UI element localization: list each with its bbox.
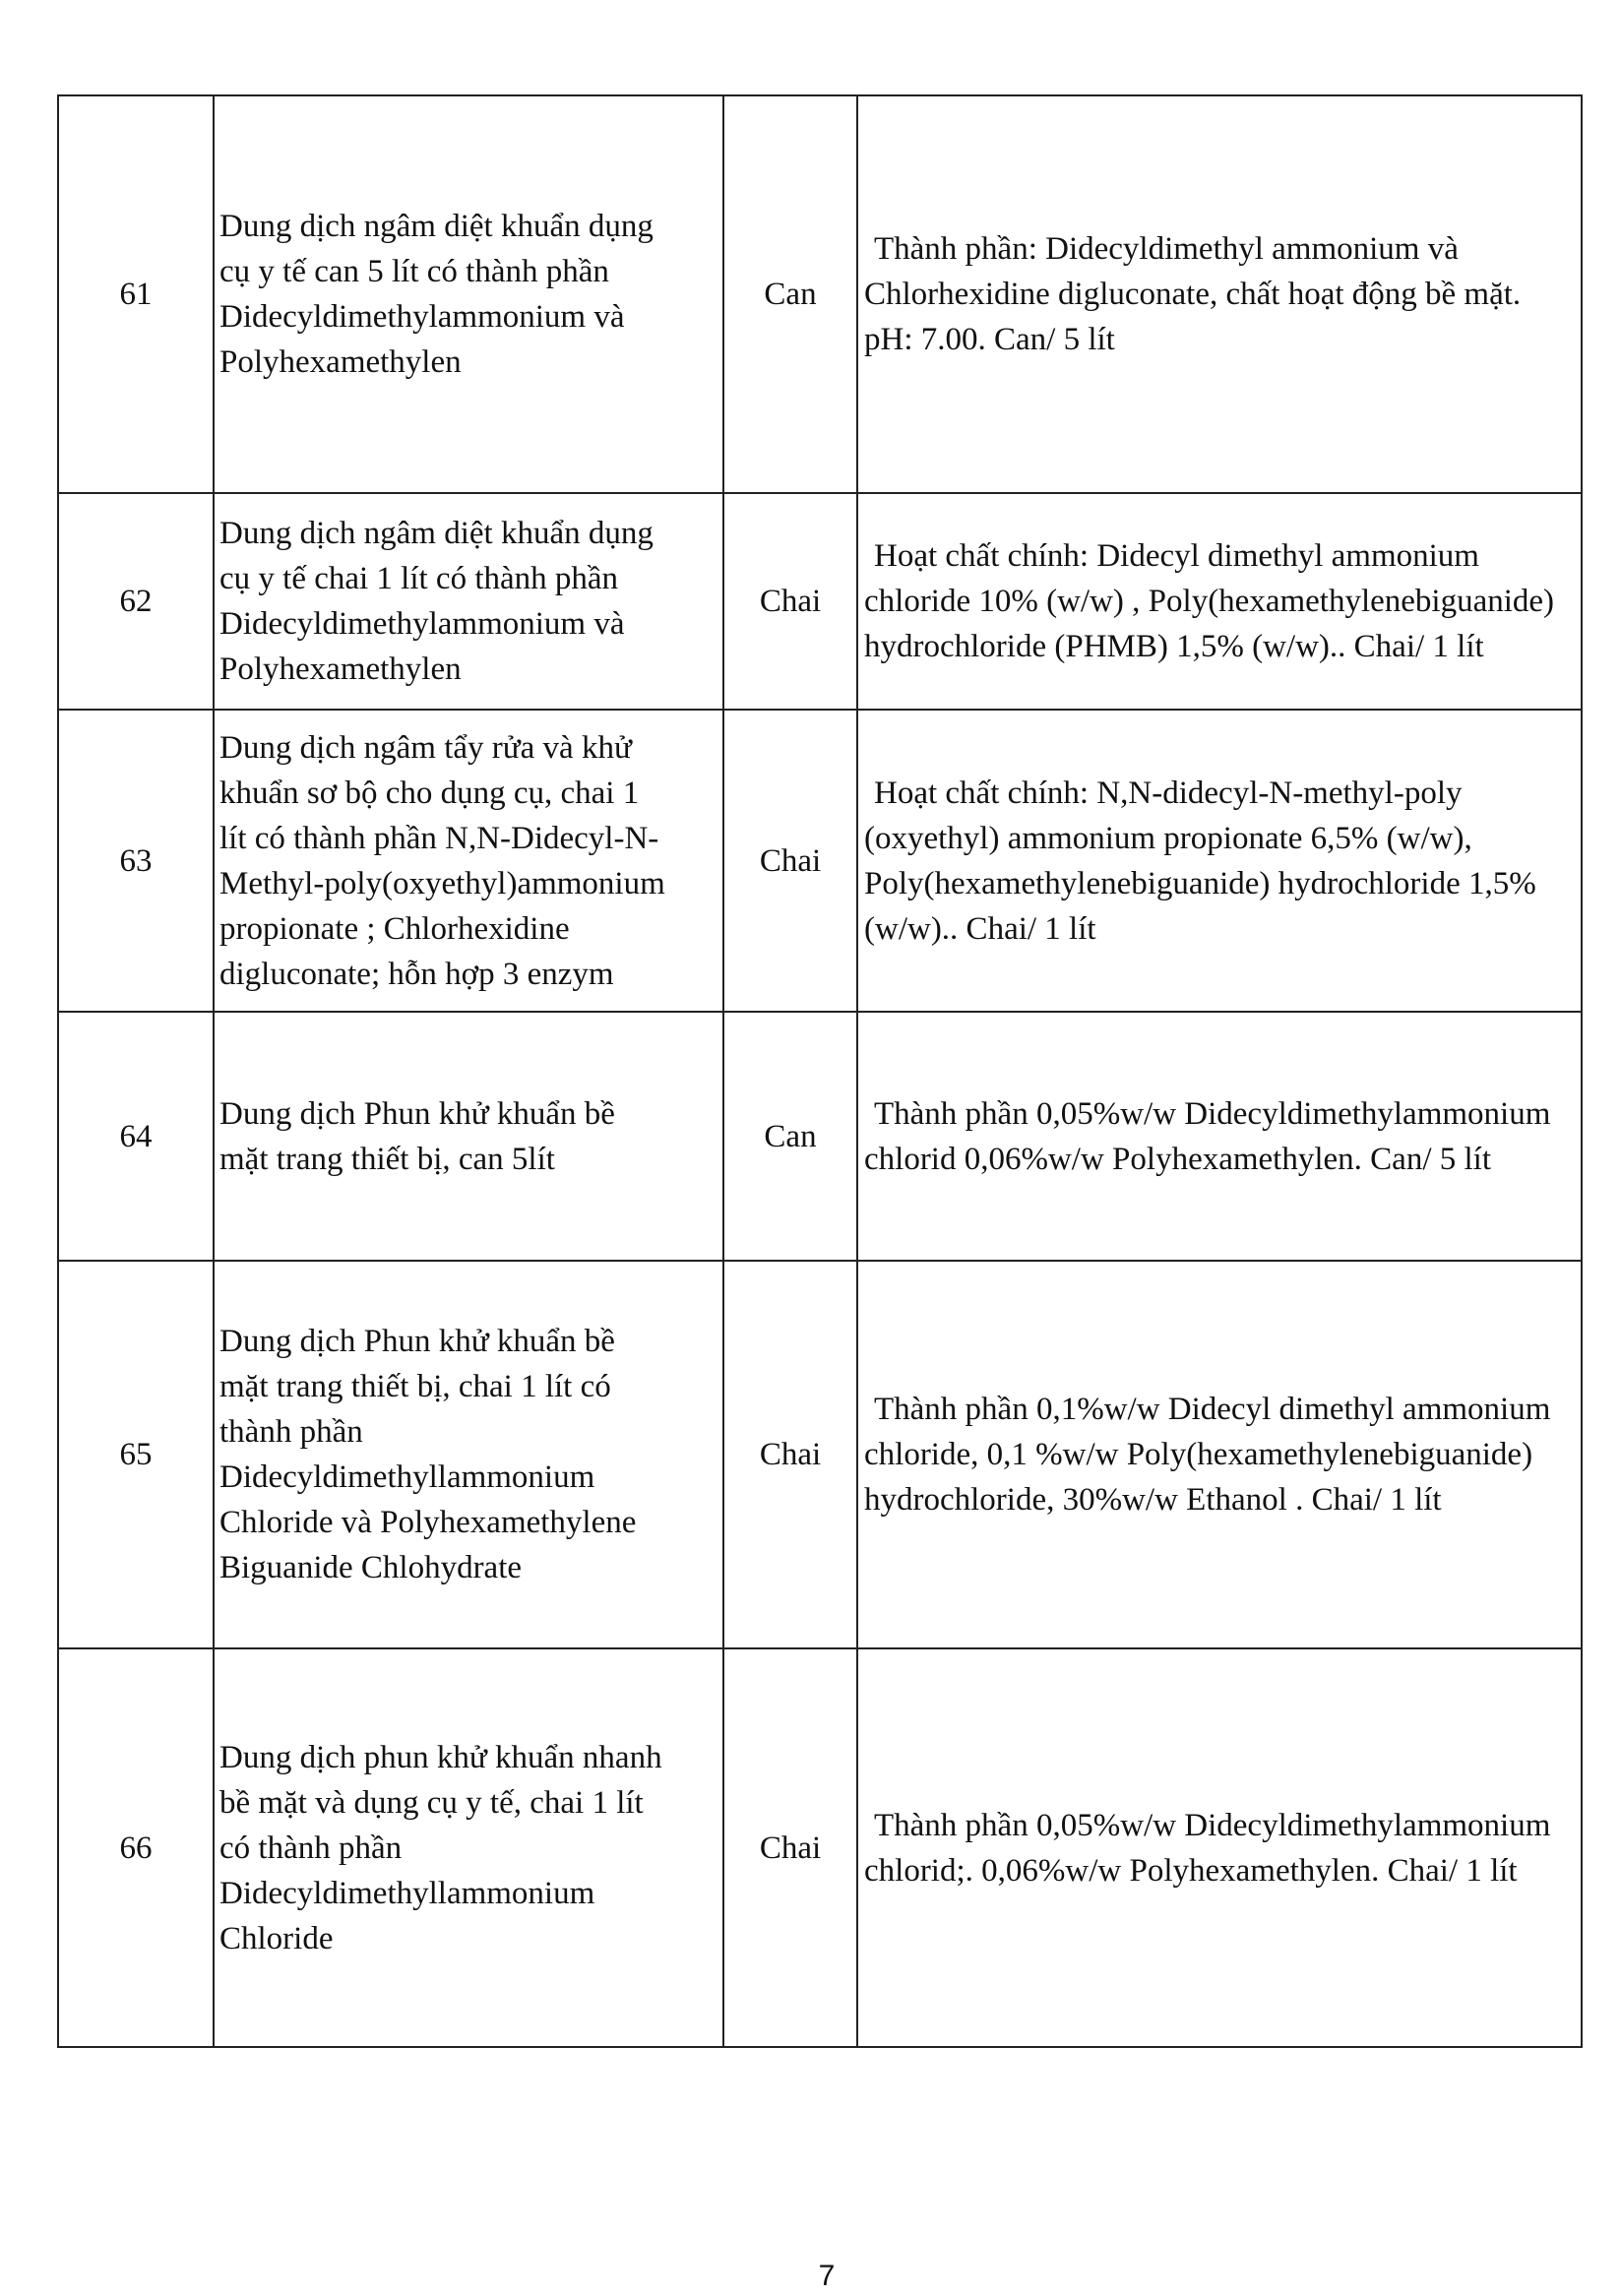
- table-row: [58, 1012, 1582, 1261]
- specification-line: Chlorhexidine digluconate, chất hoạt động bề mặt.: [864, 277, 1522, 312]
- product-name-line: thành phần: [219, 1414, 363, 1450]
- product-name-line: lít có thành phần N,N-Didecyl-N-: [219, 820, 659, 856]
- specification-line: Thành phần 0,1%w/w Didecyl dimethyl ammonium: [874, 1392, 1551, 1427]
- product-name-cell: [214, 710, 723, 1012]
- product-name-cell: [214, 493, 723, 710]
- specification-line: chlorid 0,06%w/w Polyhexamethylen. Can/ 5 lít: [864, 1141, 1491, 1177]
- product-name-line: Dung dịch Phun khử khuẩn bề: [219, 1095, 615, 1132]
- specification-line: Hoạt chất chính: Didecyl dimethyl ammonium: [874, 538, 1479, 574]
- product-name-line: bề mặt và dụng cụ y tế, chai 1 lít: [219, 1784, 644, 1821]
- specification-line: Thành phần 0,05%w/w Didecyldimethylammonium: [874, 1807, 1551, 1843]
- product-name-line: có thành phần: [219, 1830, 403, 1866]
- row-number: 63: [58, 710, 214, 1012]
- specification-line: (oxyethyl) ammonium propionate 6,5% (w/w),: [864, 820, 1472, 856]
- specification-line: Thành phần: Didecyldimethyl ammonium và: [874, 231, 1459, 267]
- product-table-body: [58, 95, 1582, 2047]
- unit-cell: Chai: [723, 710, 857, 1012]
- row-number: 62: [58, 493, 214, 710]
- product-name-line: Didecyldimethyllammonium: [219, 1459, 595, 1495]
- product-name-line: cụ y tế chai 1 lít có thành phần: [219, 561, 619, 596]
- specification-line: hydrochloride, 30%w/w Ethanol . Chai/ 1 lít: [864, 1482, 1442, 1518]
- product-name-line: Dung dịch Phun khử khuẩn bề: [219, 1324, 615, 1359]
- specification-cell: [857, 95, 1582, 493]
- table-row: [58, 1648, 1582, 2047]
- product-name-line: Chloride: [219, 1920, 334, 1956]
- specification-line: Thành phần 0,05%w/w Didecyldimethylammonium: [874, 1095, 1551, 1132]
- row-number: 61: [58, 95, 214, 493]
- unit-cell: Can: [723, 1012, 857, 1261]
- specification-cell: [857, 710, 1582, 1012]
- specification-line: pH: 7.00. Can/ 5 lít: [864, 322, 1115, 357]
- unit-cell: Chai: [723, 1261, 857, 1648]
- unit-cell: Chai: [723, 493, 857, 710]
- row-number: 64: [58, 1012, 214, 1261]
- table-row: [58, 493, 1582, 710]
- product-name-line: Polyhexamethylen: [219, 652, 462, 687]
- specification-cell: [857, 1012, 1582, 1261]
- product-name-line: mặt trang thiết bị, can 5lít: [219, 1141, 555, 1177]
- specification-line: chloride, 0,1 %w/w Poly(hexamethylenebiguanide): [864, 1437, 1533, 1472]
- product-name-cell: [214, 1648, 723, 2047]
- specification-line: hydrochloride (PHMB) 1,5% (w/w).. Chai/ 1 lít: [864, 629, 1484, 664]
- table-row: [58, 1261, 1582, 1648]
- row-number: 65: [58, 1261, 214, 1648]
- product-name-line: Polyhexamethylen: [219, 344, 462, 380]
- row-number: 66: [58, 1648, 214, 2047]
- specification-line: Poly(hexamethylenebiguanide) hydrochloride 1,5%: [864, 865, 1536, 901]
- product-name-cell: [214, 95, 723, 493]
- product-name-line: Methyl-poly(oxyethyl)ammonium: [219, 865, 665, 901]
- product-name-line: Didecyldimethyllammonium: [219, 1875, 595, 1911]
- product-name-line: mặt trang thiết bị, chai 1 lít có: [219, 1369, 611, 1404]
- specification-line: chlorid;. 0,06%w/w Polyhexamethylen. Chai/ 1 lít: [864, 1852, 1518, 1889]
- product-name-line: cụ y tế can 5 lít có thành phần: [219, 254, 609, 289]
- product-name-line: digluconate; hỗn hợp 3 enzym: [219, 956, 614, 992]
- table-row: [58, 95, 1582, 493]
- unit-cell: Can: [723, 95, 857, 493]
- product-name-line: Dung dịch phun khử khuẩn nhanh: [219, 1739, 662, 1775]
- specification-cell: [857, 1261, 1582, 1648]
- page-number: 7: [818, 2260, 836, 2292]
- product-name-cell: [214, 1261, 723, 1648]
- specification-line: chloride 10% (w/w) , Poly(hexamethylenebiguanide): [864, 584, 1555, 619]
- specification-cell: [857, 1648, 1582, 2047]
- table-row: [58, 710, 1582, 1012]
- product-table: [57, 94, 1583, 2048]
- product-name-line: Didecyldimethylammonium và: [219, 606, 625, 642]
- specification-cell: [857, 493, 1582, 710]
- product-name-line: Dung dịch ngâm diệt khuẩn dụng: [219, 209, 654, 244]
- product-name-line: Dung dịch ngâm tẩy rửa và khử: [219, 729, 632, 766]
- specification-line: Hoạt chất chính: N,N-didecyl-N-methyl-poly: [874, 775, 1463, 811]
- unit-cell: Chai: [723, 1648, 857, 2047]
- product-name-line: Biguanide Chlohydrate: [219, 1550, 523, 1585]
- specification-line: (w/w).. Chai/ 1 lít: [864, 910, 1096, 947]
- product-name-line: propionate ; Chlorhexidine: [219, 910, 570, 947]
- product-name-line: khuẩn sơ bộ cho dụng cụ, chai 1: [219, 775, 640, 811]
- product-name-line: Didecyldimethylammonium và: [219, 299, 625, 335]
- product-name-line: Chloride và Polyhexamethylene: [219, 1505, 637, 1540]
- product-name-cell: [214, 1012, 723, 1261]
- product-name-line: Dung dịch ngâm diệt khuẩn dụng: [219, 516, 654, 551]
